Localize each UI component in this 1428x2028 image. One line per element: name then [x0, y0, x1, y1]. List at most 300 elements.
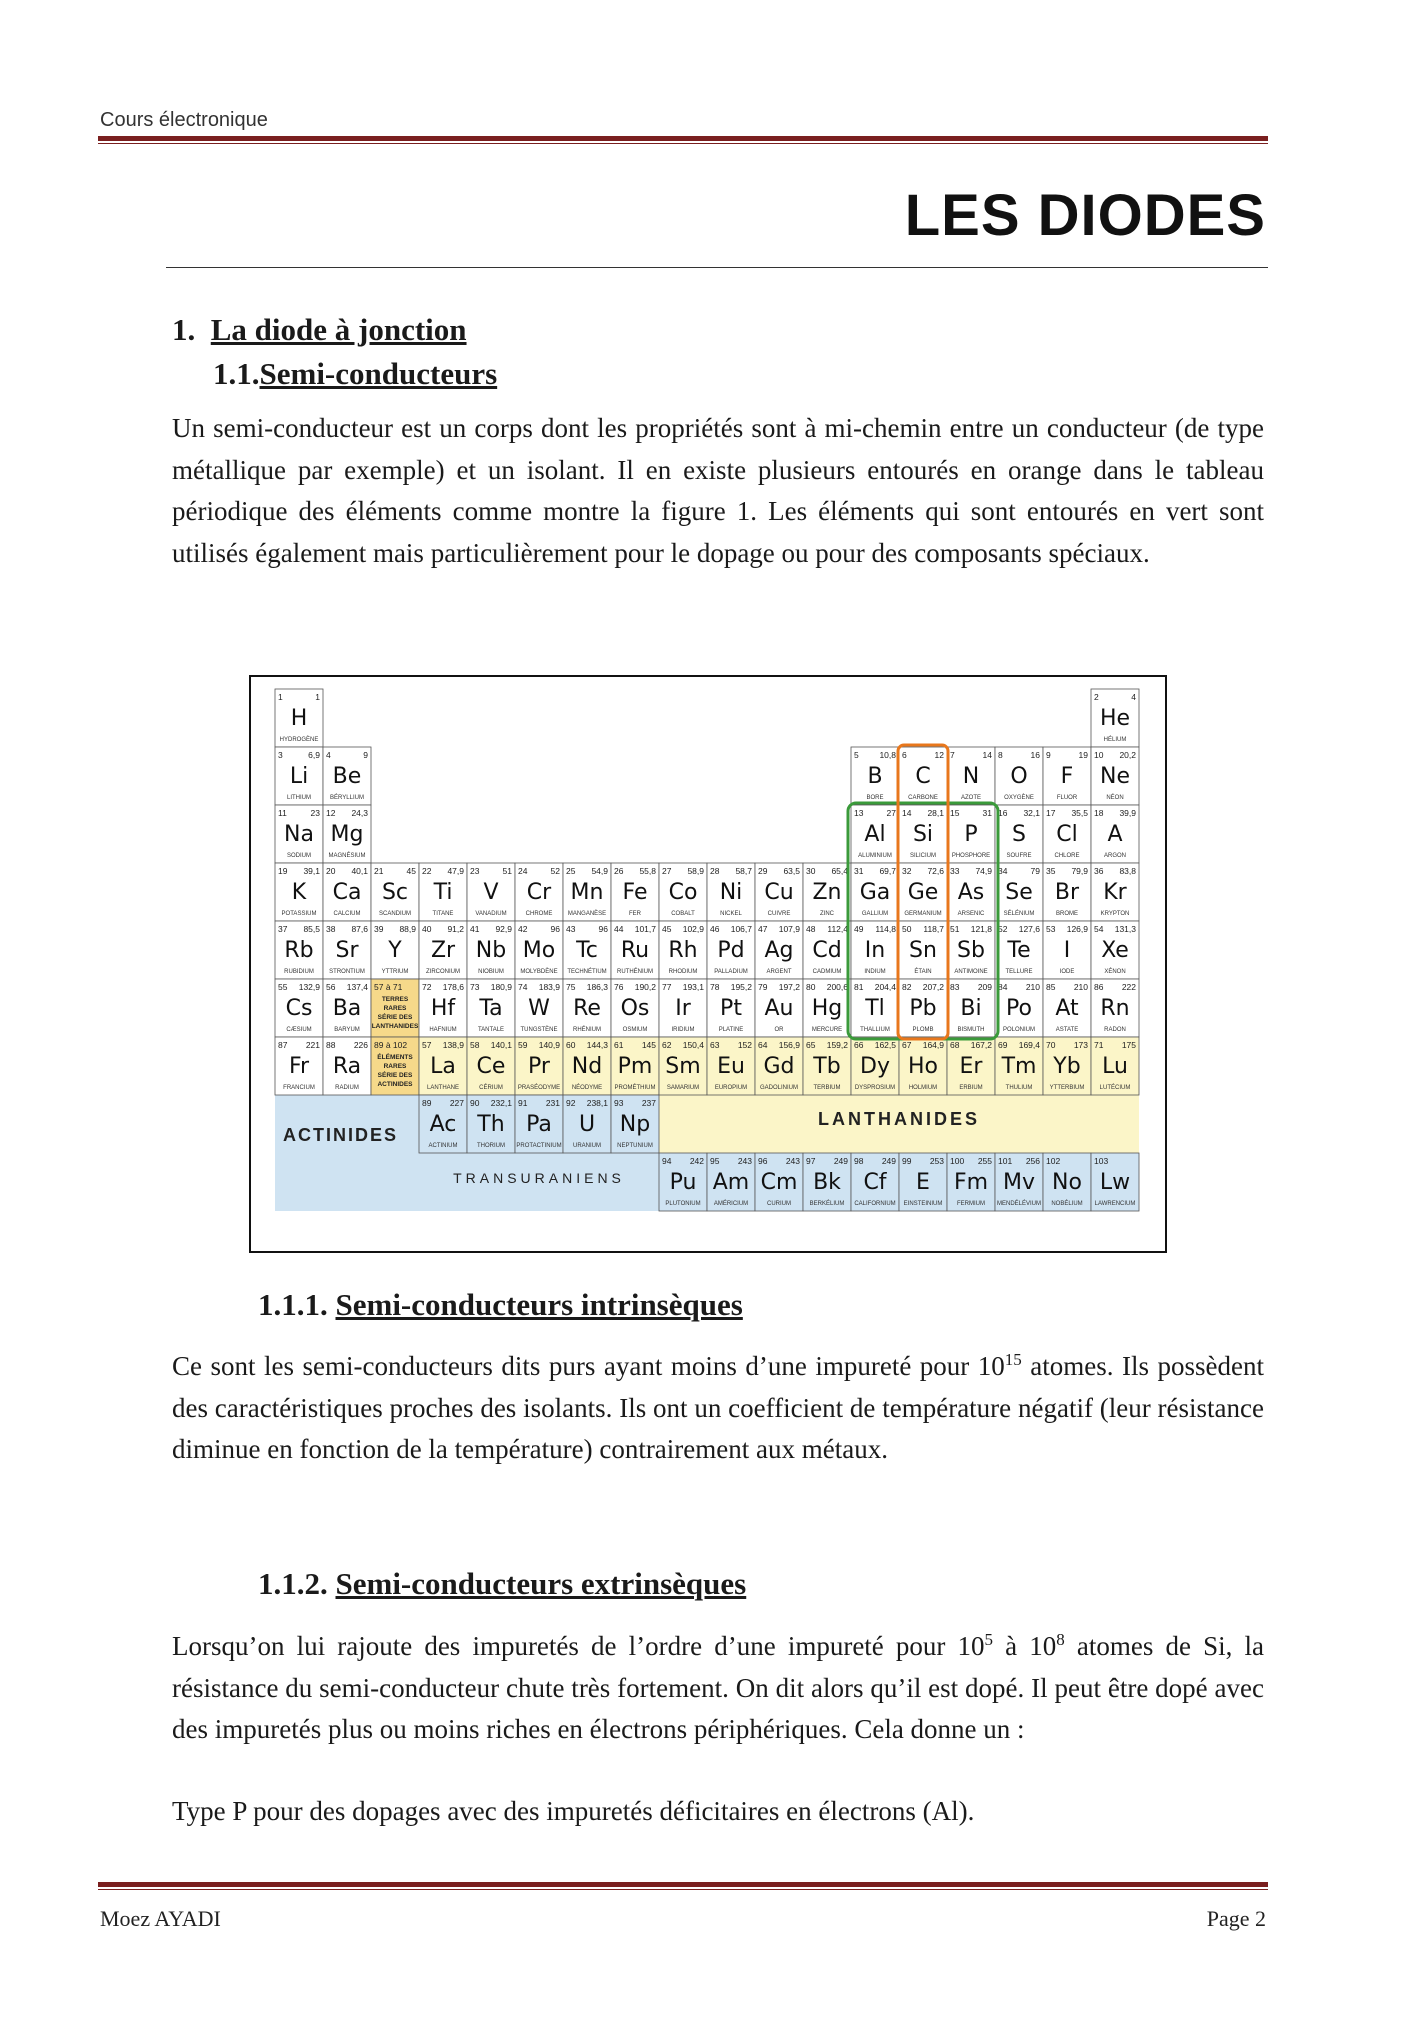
atomic-number: 60 [566, 1040, 576, 1050]
element-name: HÉLIUM [1103, 737, 1127, 743]
element-name: TELLURE [1005, 969, 1033, 975]
atomic-number: 1 [278, 692, 283, 702]
atomic-mass: 65,4 [831, 866, 848, 876]
element-Er [947, 1037, 995, 1095]
atomic-mass: 190,2 [634, 982, 656, 992]
element-symbol: Cm [760, 1170, 798, 1195]
element-name: NÉON [1106, 795, 1124, 801]
element-symbol: Cs [285, 996, 313, 1021]
element-Eu [707, 1037, 755, 1095]
atomic-number: 16 [998, 808, 1008, 818]
element-name: RUTHÉNIUM [617, 969, 653, 975]
atomic-number: 99 [902, 1156, 912, 1166]
element-symbol: Fr [288, 1054, 310, 1079]
element-name: INDIUM [864, 969, 886, 975]
element-symbol: Ho [907, 1054, 939, 1079]
atomic-mass: 20,2 [1119, 750, 1136, 760]
atomic-number: 93 [614, 1098, 624, 1108]
atomic-mass: 106,7 [730, 924, 752, 934]
element-symbol: Pu [669, 1170, 697, 1195]
element-name: DYSPROSIUM [854, 1085, 896, 1091]
element-Ti [419, 863, 467, 921]
element-symbol: Ce [476, 1054, 506, 1079]
atomic-mass: 152 [737, 1040, 752, 1050]
atomic-mass: 112,4 [827, 924, 848, 934]
atomic-mass: 232,1 [490, 1098, 512, 1108]
actinides-band [275, 1095, 419, 1211]
element-name: ÉTAIN [914, 969, 932, 975]
element-name: RUBIDIUM [284, 969, 314, 975]
element-name: TUNGSTÈNE [520, 1027, 558, 1033]
atomic-mass: 28,1 [927, 808, 944, 818]
atomic-mass: 40,1 [351, 866, 368, 876]
atomic-mass: 183,9 [538, 982, 560, 992]
element-symbol: Yb [1053, 1054, 1081, 1079]
element-name: TITANE [432, 911, 454, 917]
atomic-number: 19 [278, 866, 288, 876]
element-name: BISMUTH [957, 1027, 985, 1033]
element-Pa [515, 1095, 563, 1153]
atomic-mass: 164,9 [922, 1040, 944, 1050]
element-Mv [995, 1153, 1043, 1211]
atomic-number: 31 [854, 866, 864, 876]
element-symbol: Am [712, 1170, 750, 1195]
element-name: TANTALE [477, 1027, 505, 1033]
atomic-number: 100 [950, 1156, 965, 1166]
element-symbol: Rb [284, 938, 314, 963]
atomic-mass: 249 [833, 1156, 848, 1166]
element-name: LAWRENCIUM [1094, 1201, 1136, 1207]
element-symbol: No [1052, 1170, 1082, 1195]
element-symbol: Bi [960, 996, 982, 1021]
exponent: 8 [1056, 1630, 1065, 1649]
atomic-mass: 137,4 [346, 982, 368, 992]
element-name: EINSTEINIUM [903, 1201, 943, 1207]
element-Au [755, 979, 803, 1037]
element-symbol: At [1055, 996, 1079, 1021]
element-name: RADON [1104, 1027, 1126, 1033]
element-A [1091, 805, 1139, 863]
element-name: VANADIUM [475, 911, 507, 917]
element-symbol: Y [388, 938, 402, 963]
element-symbol: Te [1007, 938, 1031, 963]
element-Ga [851, 863, 899, 921]
element-name: TECHNÉTIUM [567, 969, 607, 975]
element-symbol: W [528, 996, 550, 1021]
atomic-mass: 87,6 [351, 924, 368, 934]
element-name: CALIFORNIUM [854, 1201, 896, 1207]
atomic-mass: 162,5 [874, 1040, 896, 1050]
section-number: 1. [172, 312, 196, 347]
atomic-mass: 144,3 [586, 1040, 608, 1050]
element-name: IRIDIUM [671, 1027, 695, 1033]
footer-author: Moez AYADI [100, 1906, 221, 1931]
atomic-number: 11 [278, 808, 287, 818]
element-Lw [1091, 1153, 1139, 1211]
section-label: Semi-conducteurs [259, 356, 498, 391]
atomic-number: 57 [422, 1040, 432, 1050]
element-U [563, 1095, 611, 1153]
atomic-mass: 222 [1121, 982, 1136, 992]
element-Sn [899, 921, 947, 979]
element-symbol: Pa [526, 1112, 552, 1137]
element-name: GERMANIUM [904, 911, 942, 917]
atomic-number: 32 [902, 866, 912, 876]
element-Zn [803, 863, 851, 921]
element-Tl [851, 979, 899, 1037]
element-Ru [611, 921, 659, 979]
atomic-number: 62 [662, 1040, 672, 1050]
atomic-mass: 74,9 [975, 866, 992, 876]
element-name: SÉLÉNIUM [1003, 911, 1035, 917]
atomic-number: 80 [806, 982, 816, 992]
element-symbol: Cl [1056, 822, 1078, 847]
atomic-mass: 127,6 [1018, 924, 1040, 934]
element-name: THORIUM [477, 1143, 505, 1149]
element-symbol: Ba [332, 996, 362, 1021]
element-Mo [515, 921, 563, 979]
lanthanides-label: LANTHANIDES [818, 1109, 980, 1129]
element-Rn [1091, 979, 1139, 1037]
element-Pu [659, 1153, 707, 1211]
atomic-mass: 210 [1025, 982, 1040, 992]
element-Kr [1091, 863, 1139, 921]
element-symbol: Ru [620, 938, 650, 963]
element-name: OXYGÈNE [1004, 795, 1034, 801]
element-Ce [467, 1037, 515, 1095]
element-Bk [803, 1153, 851, 1211]
element-symbol: A [1107, 822, 1123, 847]
element-Ba [323, 979, 371, 1037]
atomic-number: 4 [326, 750, 331, 760]
atomic-mass: 54,9 [591, 866, 608, 876]
element-name: RADIUM [335, 1085, 359, 1091]
element-name: BERKÉLIUM [809, 1201, 845, 1207]
element-He [1091, 689, 1139, 747]
atomic-number: 50 [902, 924, 912, 934]
element-symbol: Ag [764, 938, 794, 963]
element-name: FRANCIUM [283, 1085, 315, 1091]
element-symbol: Ta [479, 996, 503, 1021]
atomic-mass: 9 [363, 750, 368, 760]
element-name: IODE [1059, 969, 1075, 975]
atomic-mass: 58,9 [687, 866, 704, 876]
element-name: RHÉNIUM [573, 1027, 601, 1033]
atomic-number: 22 [422, 866, 432, 876]
element-name: TERBIUM [813, 1085, 841, 1091]
atomic-number: 86 [1094, 982, 1104, 992]
element-N [947, 747, 995, 805]
atomic-mass: 167,2 [970, 1040, 992, 1050]
element-symbol: Os [620, 996, 650, 1021]
element-name: AMÉRICIUM [713, 1201, 749, 1207]
atomic-number: 18 [1094, 808, 1104, 818]
atomic-number: 49 [854, 924, 864, 934]
atomic-mass: 126,9 [1066, 924, 1088, 934]
paragraph-intrinsic [172, 1346, 1264, 1471]
element-symbol: Ca [332, 880, 362, 905]
element-E [899, 1153, 947, 1211]
atomic-mass: 23 [310, 808, 320, 818]
atomic-mass: 10,8 [879, 750, 896, 760]
transuraniens-label: TRANSURANIENS [453, 1170, 625, 1186]
element-symbol: Na [284, 822, 314, 847]
element-Hf [419, 979, 467, 1037]
atomic-number: 39 [374, 924, 384, 934]
element-symbol: Ge [907, 880, 939, 905]
element-name: PLUTONIUM [665, 1201, 701, 1207]
series-note: ÉLÉMENTS [377, 1054, 413, 1061]
element-name: MENDÉLÉVIUM [996, 1201, 1042, 1207]
element-Ag [755, 921, 803, 979]
atomic-mass: 173 [1073, 1040, 1088, 1050]
atomic-number: 84 [998, 982, 1008, 992]
element-Te [995, 921, 1043, 979]
section-number: 1.1. [213, 356, 260, 391]
atomic-number: 67 [902, 1040, 912, 1050]
atomic-mass: 249 [881, 1156, 896, 1166]
atomic-number: 81 [854, 982, 864, 992]
element-Fe [611, 863, 659, 921]
element-symbol: Pm [617, 1054, 653, 1079]
element-symbol: Pr [528, 1054, 550, 1079]
paragraph-extrinsic [172, 1626, 1264, 1751]
element-symbol: Fm [953, 1170, 989, 1195]
atomic-number: 47 [758, 924, 768, 934]
element-symbol: Mo [522, 938, 556, 963]
atomic-number: 15 [950, 808, 960, 818]
element-name: YTTRIUM [381, 969, 409, 975]
element-C [899, 747, 947, 805]
element-symbol: Np [619, 1112, 651, 1137]
element-symbol: Ga [859, 880, 891, 905]
atomic-mass: 138,9 [442, 1040, 464, 1050]
element-symbol: Rn [1100, 996, 1130, 1021]
atomic-number: 57 à 71 [374, 982, 403, 992]
atomic-mass: 85,5 [303, 924, 320, 934]
element-Os [611, 979, 659, 1037]
element-symbol: Al [864, 822, 886, 847]
atomic-number: 89 à 102 [374, 1040, 408, 1050]
section-label: Semi-conducteurs extrinsèques [335, 1566, 747, 1601]
element-No [1043, 1153, 1091, 1211]
atomic-number: 71 [1094, 1040, 1104, 1050]
element-symbol: Si [912, 822, 934, 847]
title-rule [166, 267, 1268, 268]
section-1-heading [172, 312, 467, 348]
element-name: MANGANÈSE [567, 911, 607, 917]
series-note: RARES [383, 1005, 407, 1012]
element-symbol: Se [1005, 880, 1033, 905]
atomic-number: 43 [566, 924, 576, 934]
atomic-number: 101 [998, 1156, 1013, 1166]
atomic-mass: 209 [977, 982, 992, 992]
element-Al [851, 805, 899, 863]
element-name: PHOSPHORE [951, 853, 991, 859]
atomic-mass: 210 [1073, 982, 1088, 992]
atomic-mass: 156,9 [778, 1040, 800, 1050]
element-Nd [563, 1037, 611, 1095]
atomic-number: 51 [950, 924, 960, 934]
element-name: CALCIUM [333, 911, 361, 917]
atomic-number: 82 [902, 982, 912, 992]
element-symbol: Th [477, 1112, 505, 1137]
atomic-number: 95 [710, 1156, 720, 1166]
element-symbol: Mv [1002, 1170, 1036, 1195]
atomic-mass: 207,2 [922, 982, 944, 992]
atomic-number: 13 [854, 808, 864, 818]
atomic-mass: 231 [545, 1098, 560, 1108]
element-name: PLATINE [718, 1027, 744, 1033]
atomic-number: 33 [950, 866, 960, 876]
element-symbol: Ir [675, 996, 691, 1021]
page-title: LES DIODES [904, 183, 1266, 248]
header-course-title: Cours électronique [100, 109, 268, 131]
atomic-mass: 83,8 [1119, 866, 1136, 876]
element-symbol: Nd [571, 1054, 603, 1079]
atomic-mass: 39,9 [1119, 808, 1136, 818]
section-label: La diode à jonction [210, 312, 467, 347]
element-symbol: Co [668, 880, 698, 905]
element-symbol: La [430, 1054, 456, 1079]
atomic-number: 63 [710, 1040, 720, 1050]
element-Fm [947, 1153, 995, 1211]
element-Cf [851, 1153, 899, 1211]
element-symbol: Zn [812, 880, 842, 905]
atomic-number: 46 [710, 924, 720, 934]
element-W [515, 979, 563, 1037]
atomic-mass: 118,7 [923, 924, 944, 934]
element-symbol: I [1063, 938, 1071, 963]
atomic-mass: 16 [1030, 750, 1040, 760]
element-symbol: Ra [332, 1054, 362, 1079]
atomic-number: 92 [566, 1098, 576, 1108]
element-Hg [803, 979, 851, 1037]
atomic-number: 103 [1094, 1156, 1109, 1166]
atomic-number: 3 [278, 750, 283, 760]
section-1-1-2-heading [258, 1566, 746, 1602]
element-Ca [323, 863, 371, 921]
atomic-number: 76 [614, 982, 624, 992]
element-Cu [755, 863, 803, 921]
atomic-number: 41 [470, 924, 480, 934]
paragraph-text: atomes. Ils possèdent des caractéristiques proches des isolants. Ils ont un coefficient de température négatif (leur résistance diminue en fonction de la température) contrairement aux métaux. [172, 1351, 1264, 1464]
atomic-mass: 255 [977, 1156, 992, 1166]
atomic-number: 73 [470, 982, 480, 992]
atomic-number: 7 [950, 750, 955, 760]
atomic-number: 29 [758, 866, 768, 876]
element-Nb [467, 921, 515, 979]
element-name: PALLADIUM [714, 969, 748, 975]
element-Xe [1091, 921, 1139, 979]
element-Ac [419, 1095, 467, 1153]
element-H [275, 689, 323, 747]
element-Ra [323, 1037, 371, 1095]
atomic-mass: 253 [929, 1156, 944, 1166]
atomic-mass: 132,9 [298, 982, 320, 992]
element-symbol: Be [332, 764, 362, 789]
element-symbol: Fe [622, 880, 648, 905]
element-symbol: Pt [720, 996, 742, 1021]
atomic-number: 88 [326, 1040, 336, 1050]
element-Gd [755, 1037, 803, 1095]
atomic-number: 78 [710, 982, 720, 992]
atomic-number: 40 [422, 924, 432, 934]
element-name: PLOMB [912, 1027, 934, 1033]
atomic-mass: 52 [550, 866, 560, 876]
atomic-number: 17 [1046, 808, 1056, 818]
element-name: NICKEL [720, 911, 742, 917]
atomic-number: 54 [1094, 924, 1104, 934]
element-series [371, 1037, 419, 1095]
atomic-number: 42 [518, 924, 528, 934]
atomic-mass: 200,6 [826, 982, 848, 992]
element-Am [707, 1153, 755, 1211]
atomic-mass: 140,1 [490, 1040, 512, 1050]
atomic-mass: 180,9 [490, 982, 512, 992]
element-symbol: Ti [433, 880, 453, 905]
element-name: BÉRYLLIUM [330, 795, 364, 801]
atomic-number: 9 [1046, 750, 1051, 760]
element-La [419, 1037, 467, 1095]
element-name: SOUFRE [1006, 853, 1032, 859]
atomic-mass: 243 [737, 1156, 752, 1166]
element-Si [899, 805, 947, 863]
section-1-1-heading [213, 356, 497, 392]
atomic-mass: 79 [1030, 866, 1040, 876]
atomic-number: 59 [518, 1040, 528, 1050]
element-Fr [275, 1037, 323, 1095]
atomic-number: 20 [326, 866, 336, 876]
atomic-mass: 19 [1078, 750, 1088, 760]
paragraph-text: Ce sont les semi-conducteurs dits purs ayant moins d’une impureté pour 10 [172, 1351, 1005, 1381]
element-symbol: Cr [526, 880, 552, 905]
element-symbol: Sn [909, 938, 937, 963]
element-symbol: Ne [1100, 764, 1130, 789]
element-symbol: Po [1006, 996, 1032, 1021]
element-name: ANTIMOINE [954, 969, 988, 975]
element-symbol: Sc [381, 880, 409, 905]
element-Tb [803, 1037, 851, 1095]
paragraph-text: Lorsqu’on lui rajoute des impuretés de l’ordre d’une impureté pour 10 [172, 1631, 985, 1661]
element-Pm [611, 1037, 659, 1095]
element-Cd [803, 921, 851, 979]
element-Sm [659, 1037, 707, 1095]
atomic-mass: 24,3 [351, 808, 368, 818]
atomic-number: 35 [1046, 866, 1056, 876]
atomic-mass: 159,2 [826, 1040, 848, 1050]
element-Cr [515, 863, 563, 921]
element-symbol: U [578, 1112, 596, 1137]
element-Cs [275, 979, 323, 1037]
atomic-number: 38 [326, 924, 336, 934]
atomic-number: 85 [1046, 982, 1056, 992]
atomic-number: 26 [614, 866, 624, 876]
atomic-number: 97 [806, 1156, 816, 1166]
atomic-number: 61 [614, 1040, 624, 1050]
element-Se [995, 863, 1043, 921]
element-name: SODIUM [287, 853, 311, 859]
element-name: XÉNON [1104, 969, 1126, 975]
element-I [1043, 921, 1091, 979]
atomic-mass: 238,1 [586, 1098, 608, 1108]
atomic-number: 91 [518, 1098, 528, 1108]
element-F [1043, 747, 1091, 805]
atomic-mass: 145 [641, 1040, 656, 1050]
element-Ne [1091, 747, 1139, 805]
element-symbol: S [1012, 822, 1026, 847]
atomic-number: 65 [806, 1040, 816, 1050]
